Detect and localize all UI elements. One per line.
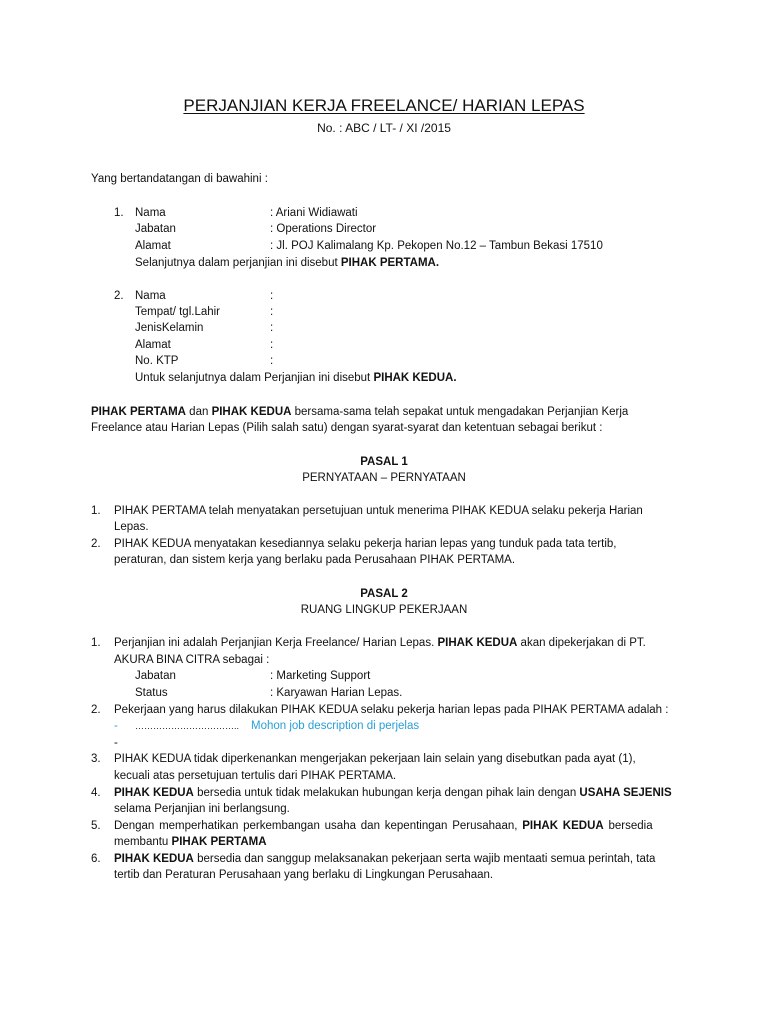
party2-closing (135, 370, 457, 386)
agreement-line-2: Freelance atau Harian Lepas (Pilih salah satu) dengan syarat-syarat dan ketentuan sebagai berikut : (91, 422, 603, 434)
pasal2-item1-text-2: akan dipekerjakan di PT. (517, 637, 646, 649)
party1-closing (135, 255, 439, 271)
pasal2-position-label: Jabatan (135, 670, 176, 682)
party1-position-label: Jabatan (135, 223, 176, 235)
pasal2-item3-number: 3. (91, 753, 101, 765)
pasal2-status-label: Status (135, 687, 168, 699)
pasal2-item1-bold: PIHAK KEDUA (437, 637, 518, 649)
pasal1-item1-line1: PIHAK PERTAMA telah menyatakan persetujuan untuk menerima PIHAK KEDUA selaku pekerja Harian (114, 505, 643, 517)
pasal2-item1-line2: AKURA BINA CITRA sebagai : (114, 654, 270, 666)
pasal2-item1-line1 (114, 635, 646, 651)
pasal2-item6-number: 6. (91, 853, 101, 865)
party2-closing-bold: PIHAK KEDUA. (373, 372, 457, 384)
party2-number: 2. (114, 290, 124, 302)
party1-address-value: : Jl. POJ Kalimalang Kp. Pekopen No.12 – Tambun Bekasi 17510 (270, 240, 603, 252)
pasal2-item6-bold: PIHAK KEDUA (114, 853, 194, 865)
pasal2-heading: PASAL 2 (360, 588, 408, 600)
pasal1-heading: PASAL 1 (360, 456, 408, 468)
agreement-bold-2: PIHAK KEDUA (211, 406, 292, 418)
pasal1-item1-line2: Lepas. (114, 521, 149, 533)
pasal2-item3-line1: PIHAK KEDUA tidak diperkenankan mengerjakan pekerjaan lain selain yang disebutkan pada ayat (1), (114, 753, 636, 765)
party2-name-label: Nama (135, 290, 166, 302)
pasal2-item5-line2-text: membantu (114, 836, 172, 848)
pasal2-subheading: RUANG LINGKUP PEKERJAAN (300, 604, 468, 616)
pasal2-item4-text: bersedia untuk tidak melakukan hubungan kerja dengan pihak lain dengan (193, 787, 580, 799)
pasal2-item1-number: 1. (91, 637, 101, 649)
party1-address-label: Alamat (135, 240, 171, 252)
document-title: PERJANJIAN KERJA FREELANCE/ HARIAN LEPAS (183, 96, 585, 115)
pasal1-item2-line1: PIHAK KEDUA menyatakan kesediannya selaku pekerja harian lepas yang tunduk pada tata tertib, (114, 538, 617, 550)
pasal2-item2-number: 2. (91, 704, 101, 716)
pasal2-item5-line2-bold: PIHAK PERTAMA (171, 836, 267, 848)
pasal2-item2-dots: …………………………….. (135, 721, 240, 731)
pasal2-item4-number: 4. (91, 787, 101, 799)
pasal2-status-value: : Karyawan Harian Lepas. (270, 687, 403, 699)
party2-gender-value: : (270, 322, 274, 334)
pasal2-item4-line1 (114, 785, 672, 801)
party1-closing-bold: PIHAK PERTAMA. (340, 257, 440, 269)
party1-number: 1. (114, 207, 124, 219)
party2-gender-label: JenisKelamin (135, 322, 204, 334)
intro-text: Yang bertandatangan di bawahini : (91, 173, 268, 185)
pasal2-position-value: : Marketing Support (270, 670, 371, 682)
pasal2-item5-line1 (114, 818, 653, 834)
pasal2-item5-bold: PIHAK KEDUA (522, 820, 604, 832)
pasal2-item1-text-1: Perjanjian ini adalah Perjanjian Kerja Freelance/ Harian Lepas. (114, 637, 438, 649)
pasal1-item1-number: 1. (91, 505, 101, 517)
pasal1-item2-number: 2. (91, 538, 101, 550)
pasal2-item2-line1: Pekerjaan yang harus dilakukan PIHAK KEDUA selaku pekerja harian lepas pada PIHAK PERTAMA adalah : (114, 704, 669, 716)
pasal2-item6-line2: tertib dan Peraturan Perusahaan yang berlaku di Lingkungan Perusahaan. (114, 869, 494, 881)
pasal2-item5-number: 5. (91, 820, 101, 832)
pasal2-item5-text-1: Dengan memperhatikan perkembangan usaha dan kepentingan Perusahaan, (114, 820, 523, 832)
party2-address-value: : (270, 339, 274, 351)
party1-name-value: : Ariani Widiawati (270, 207, 358, 219)
agreement-text-2: bersama-sama telah sepakat untuk mengadakan Perjanjian Kerja (291, 406, 629, 418)
party2-name-value: : (270, 290, 274, 302)
pasal2-item6-line1 (114, 851, 655, 867)
pasal2-item4-bold-1: PIHAK KEDUA (114, 787, 194, 799)
pasal1-subheading: PERNYATAAN – PERNYATAAN (302, 472, 466, 484)
pasal2-item3-line2: kecuali atas persetujuan tertulis dari PIHAK PERTAMA. (114, 770, 397, 782)
document-number: No. : ABC / LT- / XI /2015 (317, 121, 451, 135)
pasal2-item5-text-2: bersedia (603, 820, 653, 832)
party1-position-value: : Operations Director (270, 223, 377, 235)
party1-closing-text: Selanjutnya dalam perjanjian ini disebut (135, 257, 341, 269)
pasal1-item2-line2: peraturan, dan sistem kerja yang berlaku pada Perusahaan PIHAK PERTAMA. (114, 554, 516, 566)
pasal2-item2-bullet2: - (114, 737, 118, 749)
party2-address-label: Alamat (135, 339, 171, 351)
pasal2-item5-line2 (114, 834, 267, 850)
party2-ktp-label: No. KTP (135, 355, 179, 367)
pasal2-item2-note: Mohon job description di perjelas (251, 720, 420, 732)
party2-birth-label: Tempat/ tgl.Lahir (135, 306, 221, 318)
agreement-line-1 (91, 404, 628, 420)
pasal2-item4-bold-2: USAHA SEJENIS (579, 787, 672, 799)
party2-ktp-value: : (270, 355, 274, 367)
agreement-bold-1: PIHAK PERTAMA (91, 406, 186, 418)
pasal2-item4-line2: selama Perjanjian ini berlangsung. (114, 803, 290, 815)
party2-birth-value: : (270, 306, 274, 318)
party1-name-label: Nama (135, 207, 166, 219)
agreement-text-1: dan (185, 406, 212, 418)
pasal2-item6-text: bersedia dan sanggup melaksanakan pekerjaan serta wajib mentaati semua perintah, tata (193, 853, 656, 865)
pasal2-item2-bullet1: - (114, 720, 118, 732)
party2-closing-text: Untuk selanjutnya dalam Perjanjian ini disebut (135, 372, 374, 384)
